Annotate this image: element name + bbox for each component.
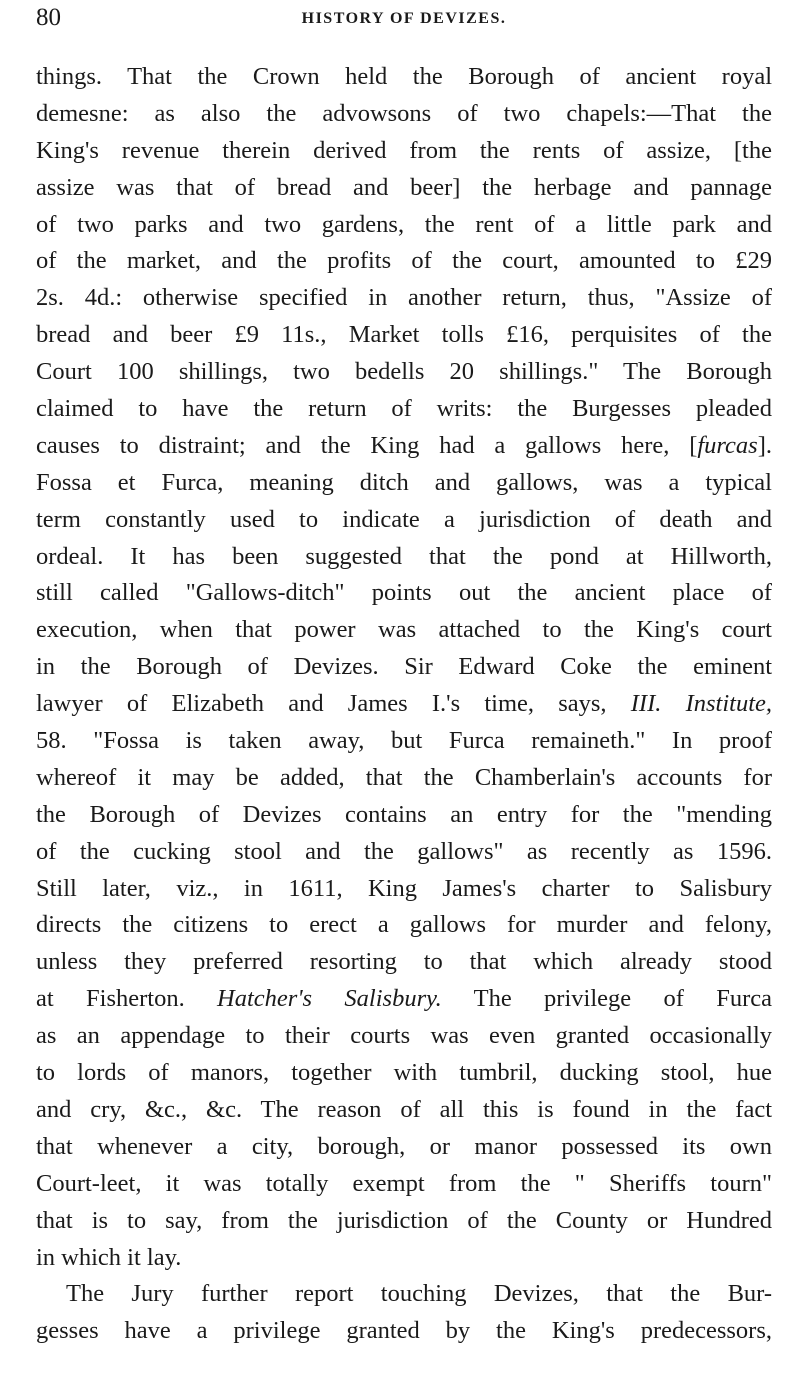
text-run: ]. — [757, 431, 772, 459]
text-line: bread and beer £9 11s., Market tolls £16, perquisites of the — [36, 321, 772, 349]
text-line: that whenever a city, borough, or manor possessed its own — [36, 1132, 772, 1160]
text-line: in the Borough of Devizes. Sir Edward Coke the eminent — [36, 653, 772, 681]
running-head — [36, 0, 772, 40]
text-run: lawyer of Elizabeth and James I.'s time, says, — [36, 690, 631, 718]
text-line: whereof it may be added, that the Chamberlain's accounts for — [36, 763, 772, 791]
running-title: HISTORY OF DEVIZES. — [301, 10, 507, 27]
text-line — [36, 981, 772, 1018]
text-line: and cry, &c., &c. The reason of all this is found in the fact — [36, 1095, 772, 1123]
text-line: term constantly used to indicate a jurisdiction of death and — [36, 505, 772, 533]
text-line: that is to say, from the jurisdiction of the County or Hundred — [36, 1206, 772, 1234]
body-text — [36, 59, 772, 1350]
text-line: Still later, viz., in 1611, King James's charter to Salisbury — [36, 874, 772, 902]
italic-citation: furcas — [697, 431, 758, 459]
text-line: assize was that of bread and beer] the herbage and pannage — [36, 173, 772, 201]
text-line: unless they preferred resorting to that which already stood — [36, 948, 772, 976]
text-line: ordeal. It has been suggested that the pond at Hillworth, — [36, 542, 772, 570]
text-line: Court 100 shillings, two bedells 20 shillings." The Borough — [36, 358, 772, 386]
text-line: claimed to have the return of writs: the Burgesses pleaded — [36, 395, 772, 423]
text-line: of the market, and the profits of the court, amounted to £29 — [36, 247, 772, 275]
text-line: in which it lay. — [36, 1243, 182, 1271]
text-line: of two parks and two gardens, the rent of a little park and — [36, 210, 772, 238]
text-line: execution, when that power was attached to the King's court — [36, 616, 772, 644]
text-line: things. That the Crown held the Borough of ancient royal — [36, 63, 772, 90]
text-run: causes to distraint; and the King had a gallows here, [ — [36, 431, 698, 459]
text-run: The privilege of Furca — [441, 985, 772, 1013]
text-line: of the cucking stool and the gallows" as recently as 1596. — [36, 837, 772, 865]
italic-citation: III. Institute, — [630, 690, 772, 718]
text-line: The Jury further report touching Devizes, that the Bur- — [66, 1280, 772, 1308]
paragraph-1 — [36, 59, 772, 1276]
text-line: to lords of manors, together with tumbril, ducking stool, hue — [36, 1059, 772, 1087]
text-line: Court-leet, it was totally exempt from the " Sheriffs tourn" — [36, 1169, 772, 1197]
text-line — [36, 686, 772, 723]
text-line — [36, 428, 772, 465]
text-line: 2s. 4d.: otherwise specified in another return, thus, "Assize of — [36, 284, 772, 312]
text-line: directs the citizens to erect a gallows for murder and felony, — [36, 911, 772, 939]
text-line: as an appendage to their courts was even granted occasionally — [36, 1022, 772, 1050]
text-line: the Borough of Devizes contains an entry for the "mending — [36, 800, 772, 828]
text-line: still called "Gallows-ditch" points out the ancient place of — [36, 579, 772, 607]
paragraph-2 — [36, 1276, 772, 1350]
text-line: gesses have a privilege granted by the King's predecessors, — [36, 1317, 772, 1345]
text-run: at Fisherton. — [36, 985, 218, 1013]
text-line: King's revenue therein derived from the rents of assize, [the — [36, 136, 772, 164]
page-number: 80 — [36, 4, 61, 31]
text-line: demesne: as also the advowsons of two chapels:—That the — [36, 99, 772, 127]
italic-citation: Hatcher's Salisbury. — [217, 985, 442, 1013]
text-line: 58. "Fossa is taken away, but Furca remaineth." In proof — [36, 727, 772, 755]
text-line: Fossa et Furca, meaning ditch and gallows, was a typical — [36, 468, 772, 496]
